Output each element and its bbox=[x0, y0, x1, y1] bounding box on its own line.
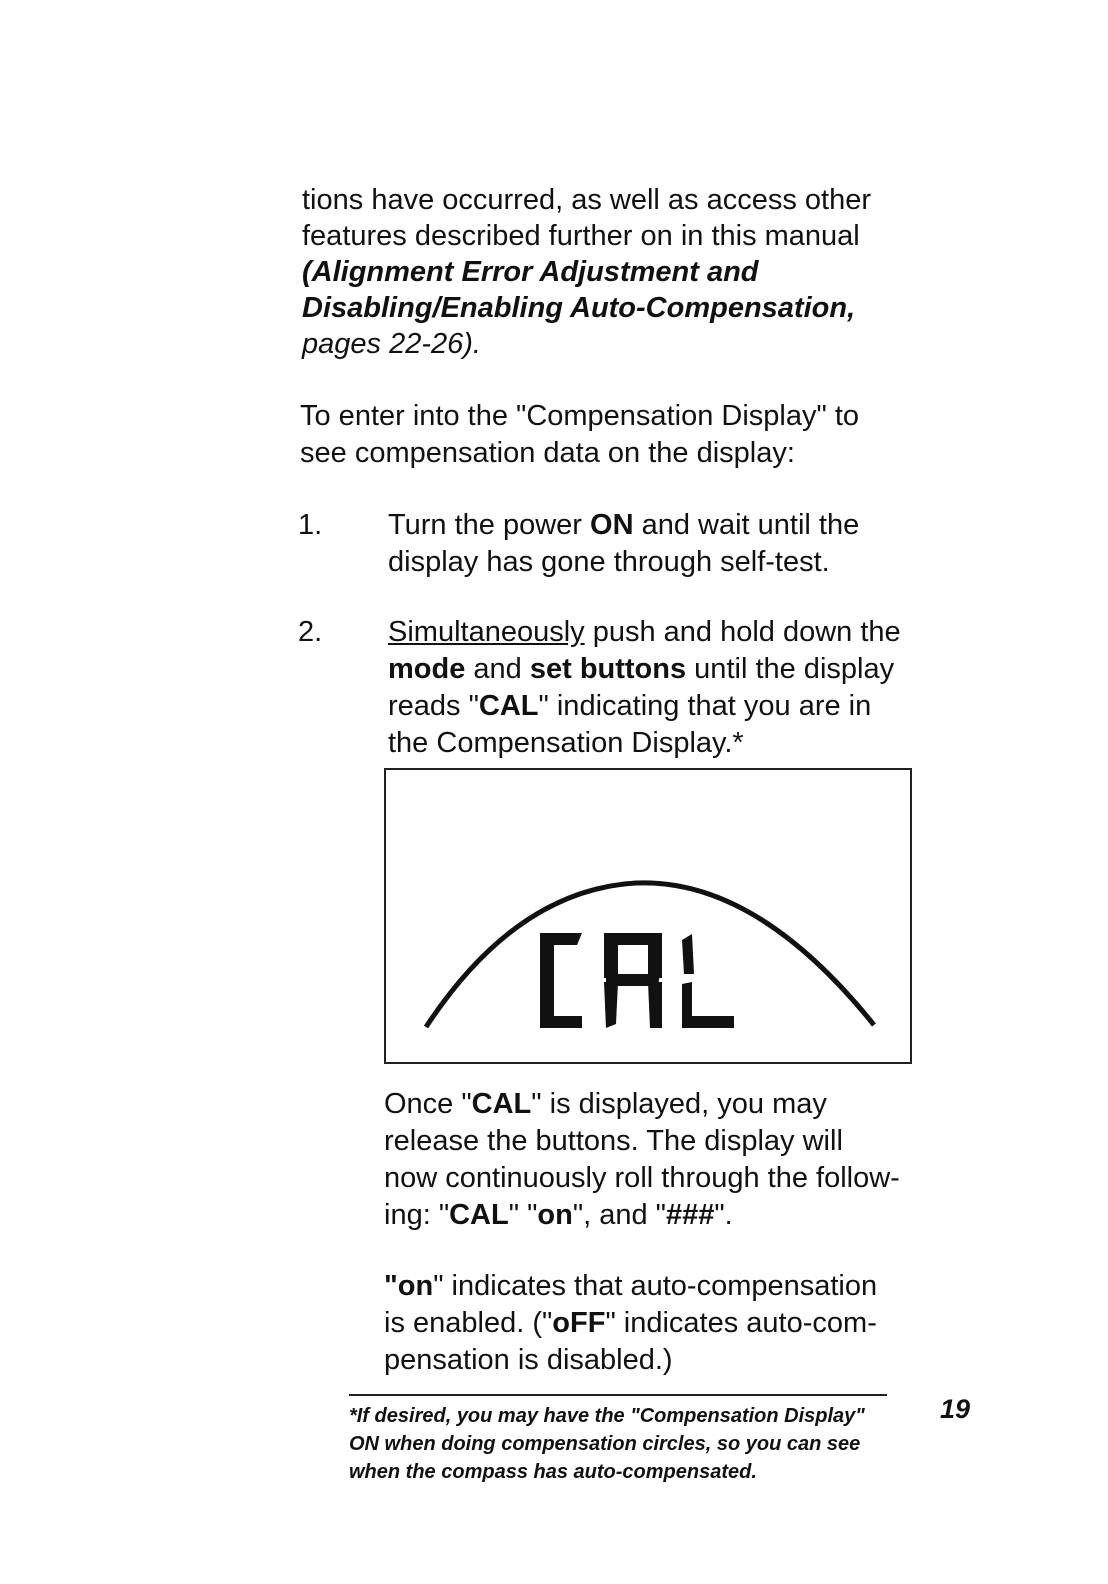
lcd-display-illustration bbox=[384, 768, 912, 1064]
footnote-divider bbox=[349, 1394, 887, 1396]
on-indicator-paragraph: "on" indicates that auto-compensation is enabled. ("oFF" indicates auto-com- pensation is disabled.) bbox=[384, 1270, 878, 1376]
footnote: *If desired, you may have the "Compensation Display" ON when doing compensation circles, so you can see when the compass has auto-compensated. bbox=[349, 1405, 865, 1483]
step-number: 2. bbox=[298, 616, 323, 648]
lcd-char-a bbox=[604, 933, 662, 1028]
lcd-char-l bbox=[682, 934, 734, 1028]
intro-paragraph: tions have occurred, as well as access other features described further on in this manual (Alignment Error Adjustment and Disabling/Enabling Auto-Compensation, pages 22-26). bbox=[302, 184, 871, 360]
page-reference: pages 22-26). bbox=[302, 328, 481, 360]
step-number: 1. bbox=[298, 509, 323, 541]
cross-reference: (Alignment Error Adjustment and bbox=[302, 256, 759, 288]
page-number: 19 bbox=[940, 1394, 971, 1424]
enter-paragraph: To enter into the "Compensation Display" to see compensation data on the display: bbox=[300, 400, 860, 469]
step-text: Simultaneously push and hold down the mode and set buttons until the display reads "CAL" indicating that you are in the Compensation Display.* bbox=[388, 616, 901, 759]
lcd-char-c bbox=[540, 933, 582, 1028]
lcd-svg bbox=[386, 770, 910, 1062]
cross-reference-2: Disabling/Enabling Auto-Compensation, bbox=[302, 292, 856, 324]
once-displayed-paragraph: Once "CAL" is displayed, you may release the buttons. The display will now continuously roll through the follow- ing: "CAL" "on", and "###". bbox=[384, 1088, 900, 1231]
step-text: Turn the power ON and wait until the display has gone through self-test. bbox=[388, 509, 860, 578]
